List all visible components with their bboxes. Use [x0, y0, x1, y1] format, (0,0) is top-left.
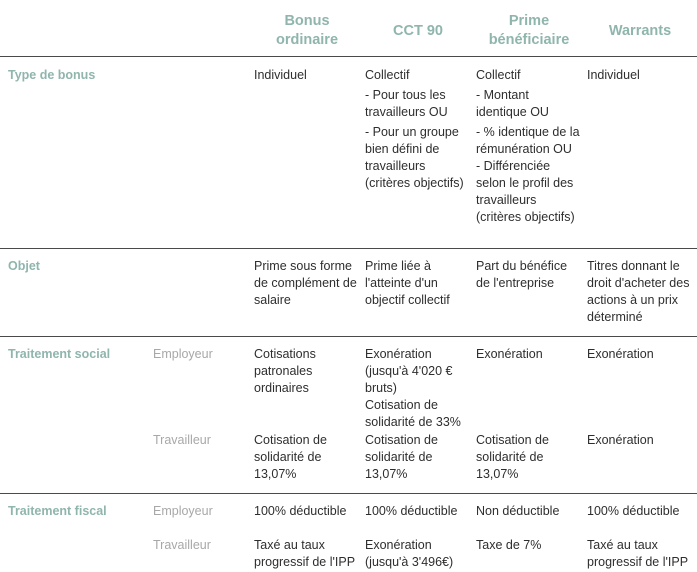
cell-fiscal-travailleur-warrants: Taxé au taux progressif de l'IPP: [587, 538, 689, 569]
sublabel-social-employeur: Employeur: [153, 347, 213, 361]
col-header-bonus-ordinaire: Bonus ordinaire: [275, 13, 339, 48]
row-divider-objet: [0, 336, 697, 337]
cell-type-prime-beneficiaire: Collectif - Montant identique OU - % identique de la rémunération OU - Différenciée selon le profil des travailleurs (critères objectifs): [476, 68, 580, 224]
row-label-objet: Objet: [8, 259, 40, 273]
row-label-traitement-fiscal: Traitement fiscal: [8, 504, 107, 518]
cell-type-cct90: Collectif - Pour tous les travailleurs OU - Pour un groupe bien défini de travailleurs (critères objectifs): [365, 68, 464, 190]
cell-social-travailleur-warrants: Exonération: [587, 433, 654, 447]
cell-objet-bonus-ordinaire: Prime sous forme de complément de salaire: [254, 259, 357, 307]
cell-type-warrants: Individuel: [587, 68, 640, 82]
cell-social-employeur-cct90: Exonération (jusqu'à 4'020 € bruts) Cotisation de solidarité de 33%: [365, 347, 461, 429]
cell-social-travailleur-cct90: Cotisation de solidarité de 13,07%: [365, 433, 438, 481]
sublabel-social-travailleur: Travailleur: [153, 433, 211, 447]
cell-objet-prime-beneficiaire: Part du bénéfice de l'entreprise: [476, 259, 568, 290]
cell-fiscal-travailleur-bonus-ordinaire: Taxé au taux progressif de l'IPP: [254, 538, 356, 569]
cell-social-employeur-bonus-ordinaire: Cotisations patronales ordinaires: [254, 347, 316, 395]
col-header-prime-beneficiaire: Prime bénéficiaire: [488, 13, 570, 48]
row-label-type-de-bonus: Type de bonus: [8, 68, 96, 82]
cell-social-employeur-warrants: Exonération: [587, 347, 654, 361]
sublabel-fiscal-travailleur: Travailleur: [153, 538, 211, 552]
cell-fiscal-employeur-bonus-ordinaire: 100% déductible: [254, 504, 347, 518]
col-header-cct90: CCT 90: [393, 23, 443, 39]
row-divider-type: [0, 248, 697, 249]
cell-objet-cct90: Prime liée à l'atteinte d'un objectif collectif: [365, 259, 450, 307]
cell-social-travailleur-bonus-ordinaire: Cotisation de solidarité de 13,07%: [254, 433, 327, 481]
cell-social-travailleur-prime: Cotisation de solidarité de 13,07%: [476, 433, 549, 481]
cell-social-employeur-prime: Exonération: [476, 347, 543, 361]
cell-fiscal-travailleur-prime: Taxe de 7%: [476, 538, 542, 552]
col-header-warrants: Warrants: [608, 23, 672, 39]
sublabel-fiscal-employeur: Employeur: [153, 504, 213, 518]
cell-fiscal-travailleur-cct90: Exonération (jusqu'à 3'496€): [365, 538, 454, 569]
row-divider-social: [0, 493, 697, 494]
cell-fiscal-employeur-warrants: 100% déductible: [587, 504, 680, 518]
cell-fiscal-employeur-prime: Non déductible: [476, 504, 560, 518]
cell-objet-warrants: Titres donnant le droit d'acheter des actions à un prix déterminé: [587, 259, 690, 324]
cell-type-bonus-ordinaire: Individuel: [254, 68, 307, 82]
header-divider: [0, 56, 697, 57]
cell-fiscal-employeur-cct90: 100% déductible: [365, 504, 458, 518]
row-label-traitement-social: Traitement social: [8, 347, 111, 361]
